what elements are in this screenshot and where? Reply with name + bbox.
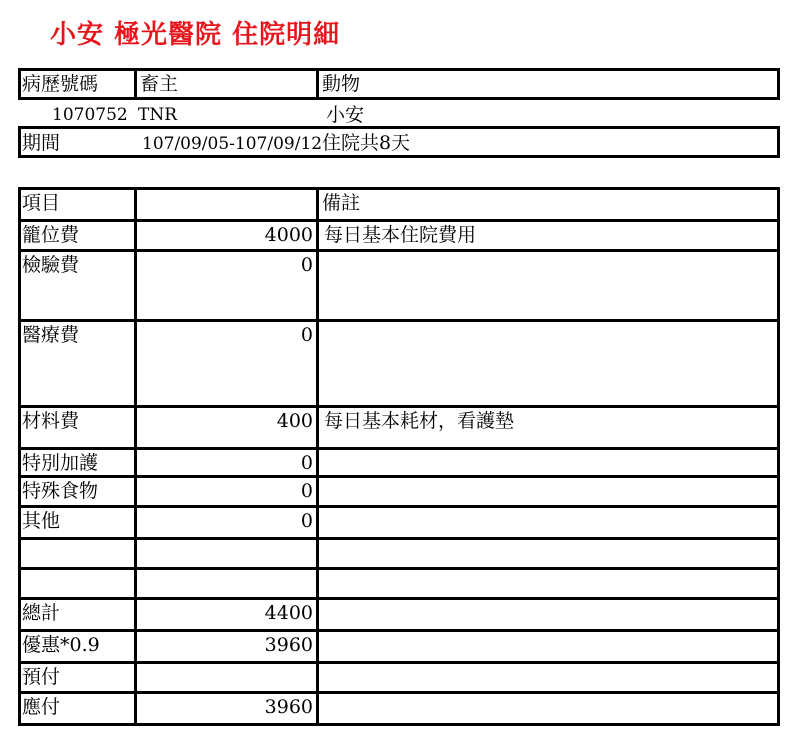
row-amount: 0 [300,480,313,502]
row-amount: 400 [276,410,313,432]
row-item-label: 檢驗費 [22,254,80,276]
owner-value: TNR [138,105,178,125]
row-amount: 0 [300,324,313,346]
row-item-label: 特殊食物 [22,480,99,502]
row-item-label: 其他 [22,510,61,532]
row-item-label: 應付 [22,696,61,718]
row-amount: 0 [300,452,313,474]
row-amount: 4400 [264,602,313,624]
animal-header: 動物 [322,73,361,95]
period-label: 期間 [22,132,61,154]
period-value: 107/09/05-107/09/12 [142,134,323,154]
row-amount: 3960 [264,696,313,718]
row-item-label: 預付 [22,666,61,688]
note-column-header: 備註 [322,192,361,214]
item-column-header: 項目 [22,192,61,214]
header-box [18,68,780,100]
page-title: 小安 極光醫院 住院明細 [50,20,341,50]
row-item-label: 籠位費 [22,224,80,246]
record-header: 病歷號碼 [22,73,99,95]
owner-header: 畜主 [140,73,179,95]
row-note: 每日基本耗材，看護墊 [324,410,515,432]
row-amount: 0 [300,254,313,276]
stay-length: 住院共8天 [322,132,411,154]
row-item-label: 醫療費 [22,324,80,346]
row-amount: 4000 [264,224,313,246]
animal-value: 小安 [326,104,365,126]
row-amount: 3960 [264,634,313,656]
row-amount: 0 [300,510,313,532]
row-item-label: 材料費 [22,410,80,432]
row-note: 每日基本住院費用 [324,224,477,246]
record-number: 1070752 [52,105,128,125]
row-item-label: 總計 [22,602,61,624]
row-item-label: 優惠*0.9 [22,634,100,656]
row-item-label: 特別加護 [22,452,99,474]
